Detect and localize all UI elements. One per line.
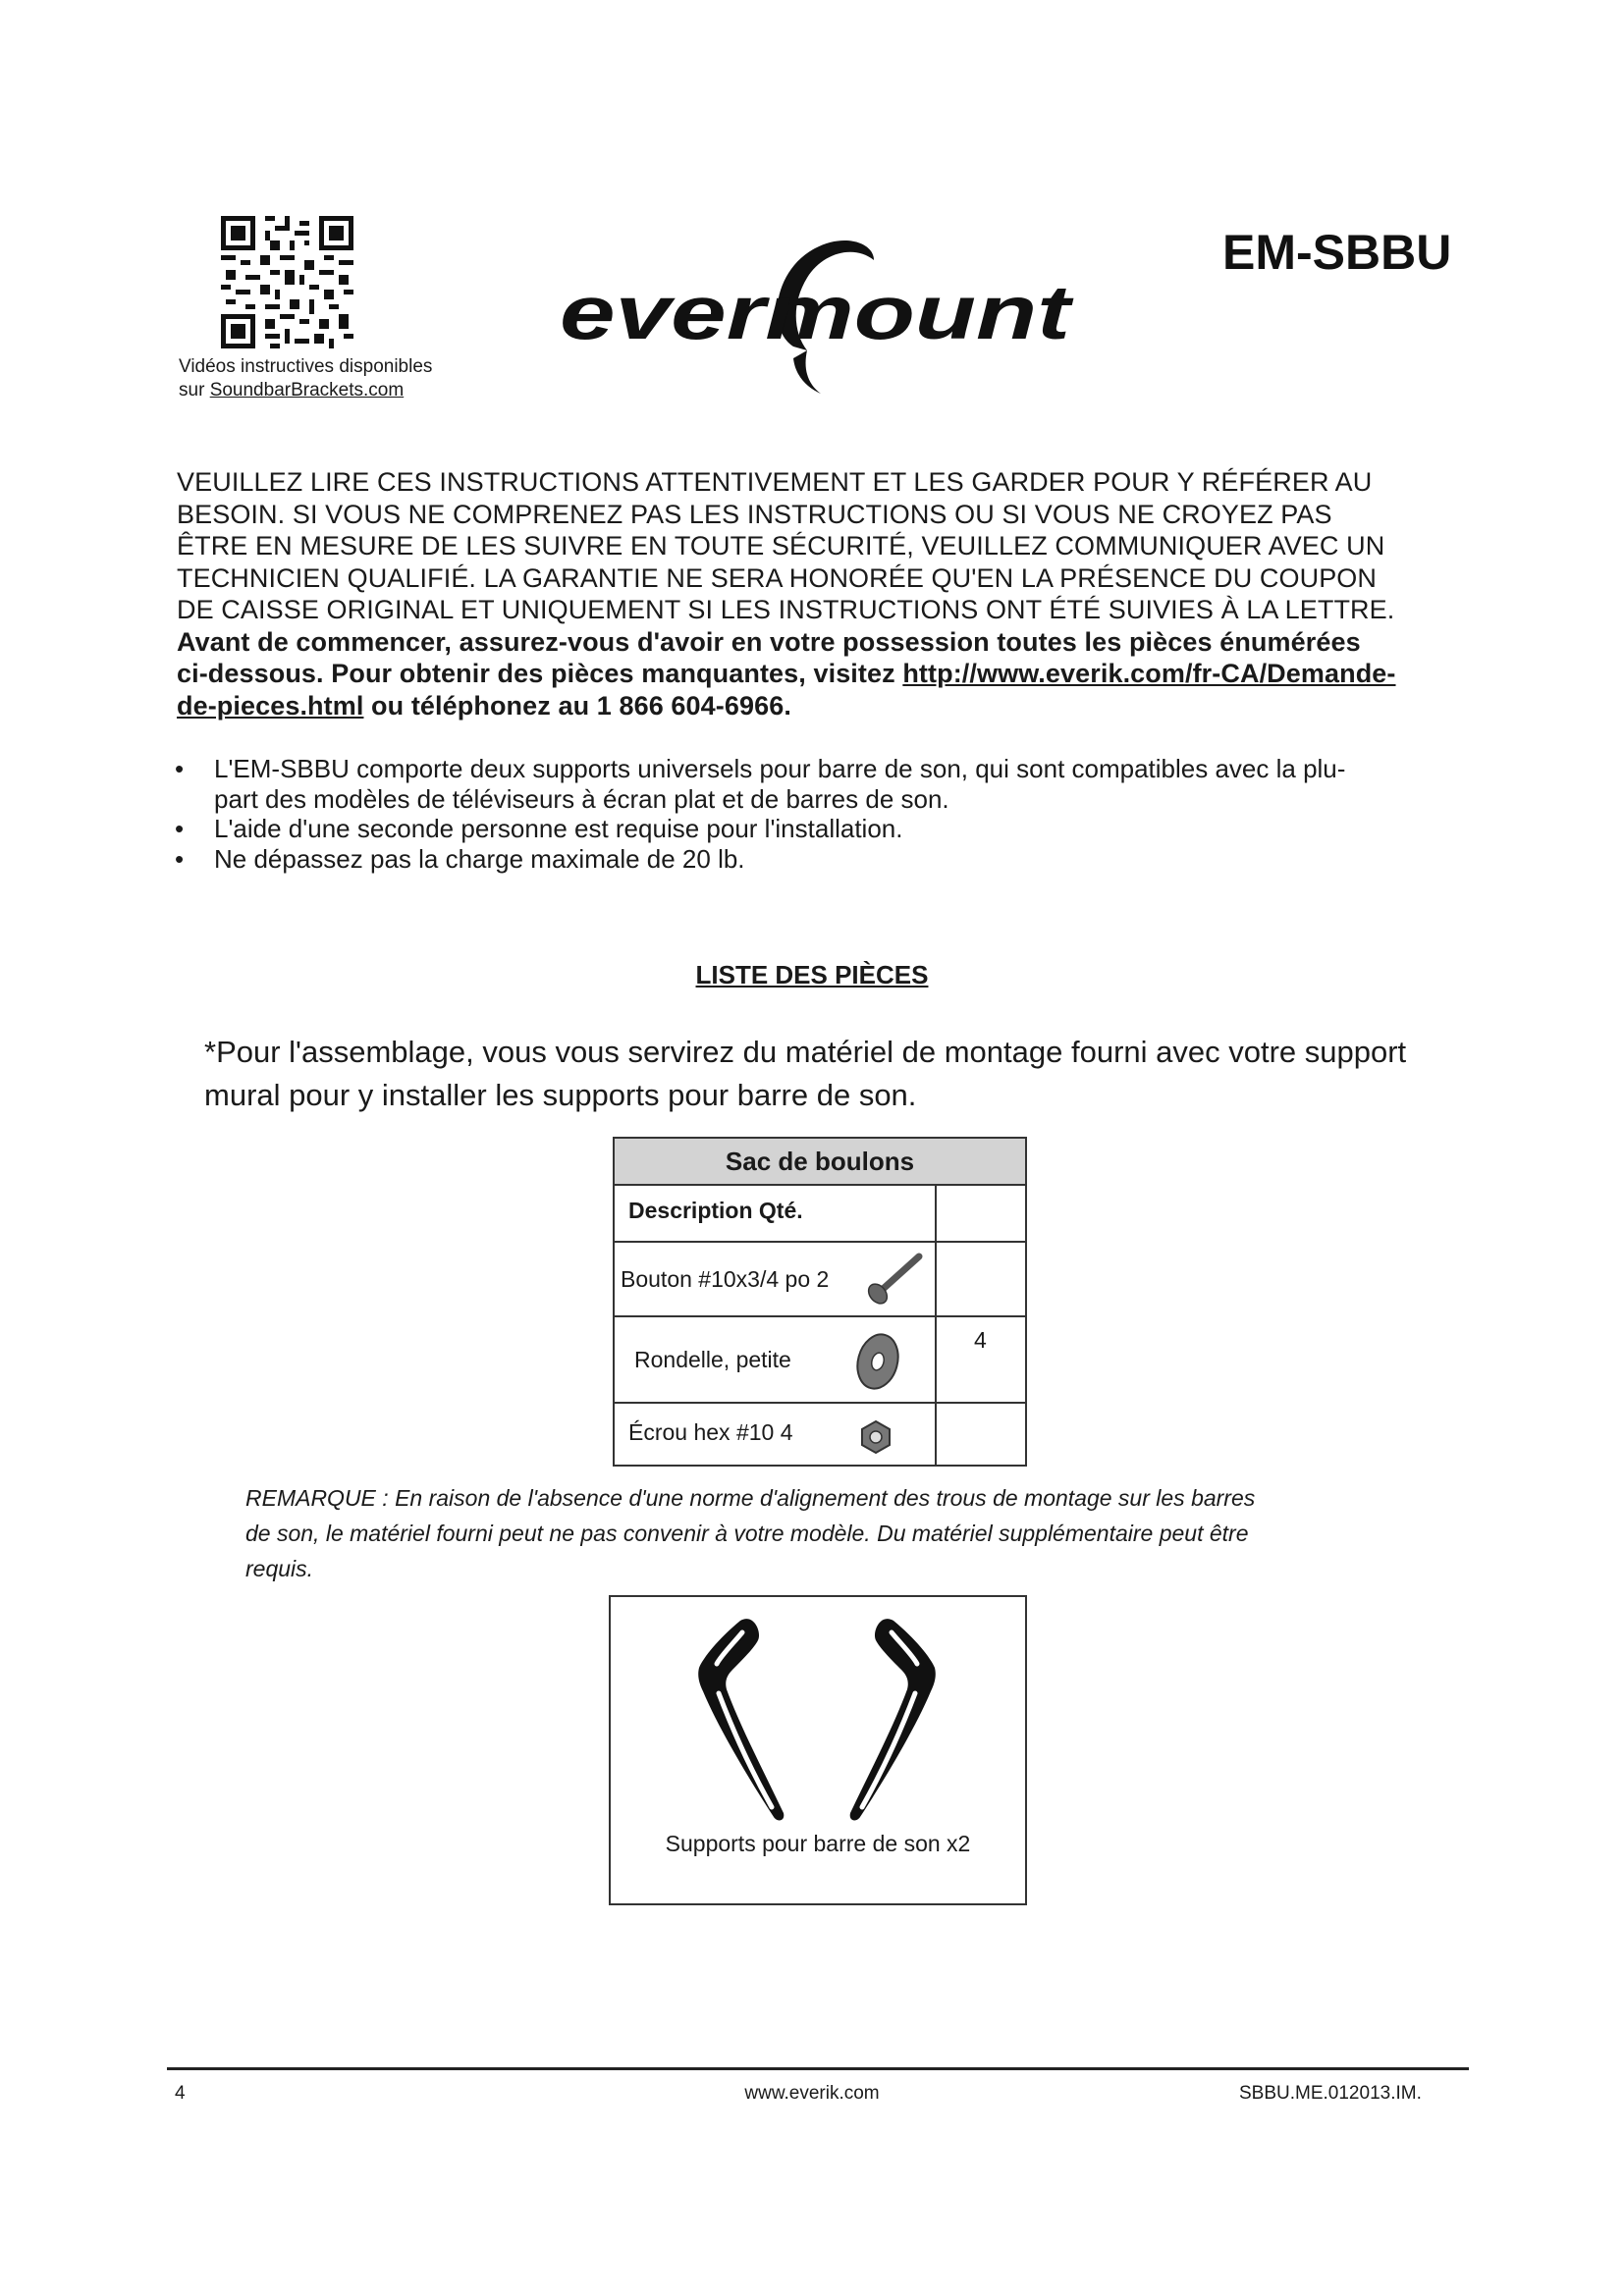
qr-caption-line: Vidéos instructives disponibles (179, 356, 433, 377)
parts-request-link[interactable]: http://www.everik.com/fr-CA/Demande- (902, 659, 1396, 688)
remark-note (245, 1480, 1394, 1586)
remark-line: de son, le matériel fourni peut ne pas convenir à votre modèle. Du matériel supplémentaire peut être (245, 1521, 1249, 1546)
feature-text: Ne dépassez pas la charge maximale de 20 lb. (214, 843, 745, 874)
hex-nut-icon (856, 1417, 895, 1457)
feature-item (169, 814, 1465, 844)
parts-list-title (0, 960, 1624, 990)
bolt-icon (864, 1249, 925, 1308)
feature-item (169, 754, 1465, 814)
left-bracket (698, 1619, 784, 1820)
bracket-caption: Supports pour barre de son x2 (665, 1831, 971, 1856)
warning-caps-line: VEUILLEZ LIRE CES INSTRUCTIONS ATTENTIVEMENT ET LES GARDER POUR Y RÉFÉRER AU (177, 467, 1373, 497)
table-header-text: Description Qté. (628, 1198, 803, 1223)
page-number: 4 (175, 2083, 186, 2104)
warning-caps-line: DE CAISSE ORIGINAL ET UNIQUEMENT SI LES INSTRUCTIONS ONT ÉTÉ SUIVIES À LA LETTRE. (177, 595, 1395, 624)
footer-divider (167, 2067, 1469, 2070)
table-row (615, 1243, 1025, 1317)
assembly-line: *Pour l'assemblage, vous vous servirez du matériel de montage fourni avec votre support (204, 1035, 1407, 1069)
right-bracket (850, 1619, 936, 1820)
feature-text: part des modèles de téléviseurs à écran plat et de barres de son. (214, 783, 949, 814)
feature-list (169, 754, 1465, 874)
soundbar-brackets-illustration (689, 1611, 945, 1827)
soundbar-brackets-link[interactable]: SoundbarBrackets.com (209, 380, 405, 400)
assembly-note (204, 1031, 1441, 1117)
part-qty: 4 (974, 1327, 987, 1353)
missing-parts-line (177, 690, 1453, 722)
bolt-table-title: Sac de boulons (615, 1139, 1025, 1186)
table-row (615, 1317, 1025, 1404)
part-label: Rondelle, petite (634, 1347, 791, 1372)
parts-title-text: LISTE DES PIÈCES (695, 960, 929, 989)
warning-block (177, 466, 1453, 721)
footer-url[interactable]: www.everik.com (744, 2083, 880, 2104)
warning-caps-line: ÊTRE EN MESURE DE LES SUIVRE EN TOUTE SÉCURITÉ, VEUILLEZ COMMUNIQUER AVEC UN (177, 531, 1385, 561)
missing-parts-line: Avant de commencer, assurez-vous d'avoir en votre possession toutes les pièces énumérées (177, 626, 1361, 657)
missing-parts-prefix: ci-dessous. Pour obtenir des pièces manquantes, visitez (177, 659, 903, 688)
qr-caption-line (179, 379, 493, 402)
bracket-illustration-box (609, 1595, 1027, 1905)
parts-request-link-cont[interactable]: de-pieces.html (177, 690, 364, 721)
warning-caps-line: TECHNICIEN QUALIFIÉ. LA GARANTIE NE SERA HONORÉE QU'EN LA PRÉSENCE DU COUPON (177, 562, 1378, 593)
remark-line: REMARQUE : En raison de l'absence d'une norme d'alignement des trous de montage sur les barres (245, 1485, 1256, 1511)
feature-item (169, 844, 1465, 875)
qr-caption-prefix: sur (179, 380, 210, 400)
bolt-bag-table (613, 1137, 1027, 1467)
washer-icon (850, 1329, 905, 1394)
logo-text: evermount (560, 269, 1074, 355)
model-number: EM-SBBU (1222, 225, 1452, 280)
evermount-logo (550, 231, 1080, 398)
qr-caption (179, 355, 493, 402)
qr-code (221, 216, 353, 348)
assembly-line: mural pour y installer les supports pour barre de son. (204, 1078, 917, 1112)
missing-parts-line (177, 658, 1453, 690)
table-row (615, 1404, 1025, 1467)
feature-text: L'EM-SBBU comporte deux supports universels pour barre de son, qui sont compatibles avec la plu- (214, 754, 1346, 783)
phone-text: ou téléphonez au 1 866 604-6966. (363, 690, 791, 721)
table-header-row (615, 1184, 1025, 1243)
document-code: SBBU.ME.012013.IM. (1239, 2083, 1422, 2104)
remark-line: requis. (245, 1556, 314, 1581)
feature-text: L'aide d'une seconde personne est requise pour l'installation. (214, 814, 903, 843)
warning-caps-line: BESOIN. SI VOUS NE COMPRENEZ PAS LES INSTRUCTIONS OU SI VOUS NE CROYEZ PAS (177, 499, 1332, 529)
part-label: Bouton #10x3/4 po 2 (621, 1266, 830, 1292)
part-label: Écrou hex #10 4 (628, 1419, 793, 1445)
